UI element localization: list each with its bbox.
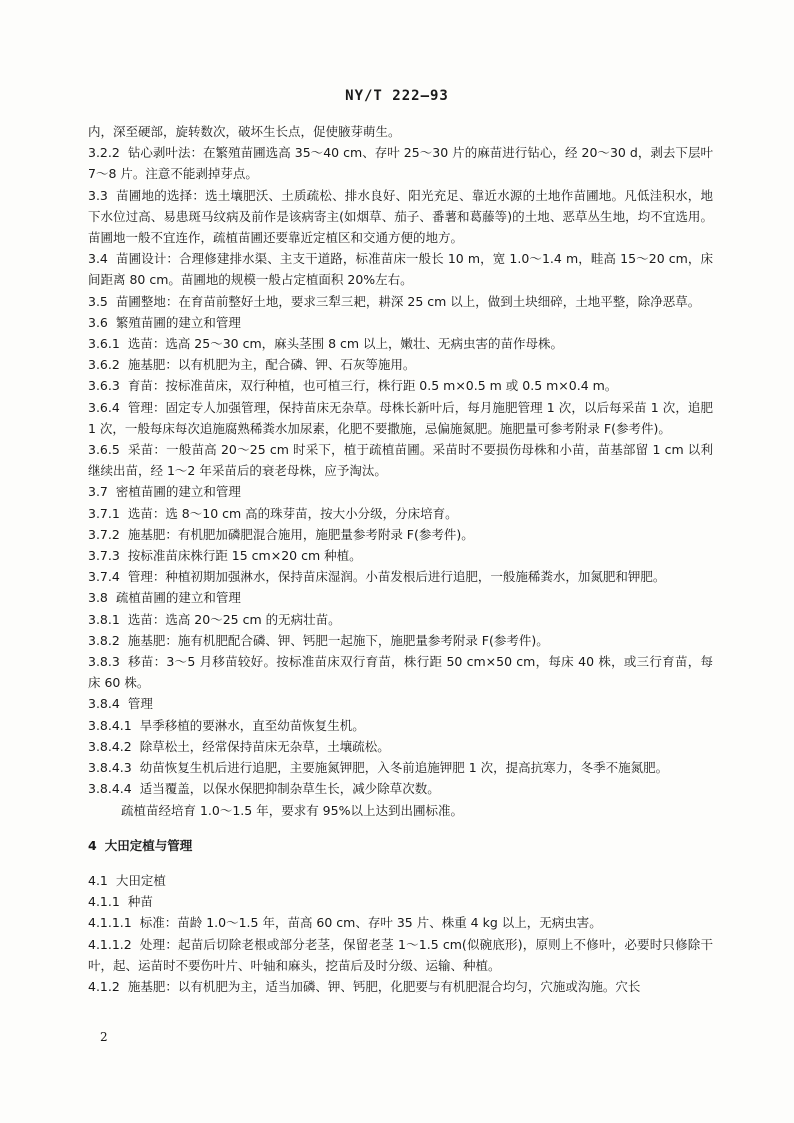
paragraph-text: 大田定植 (115, 872, 166, 888)
paragraph (88, 545, 713, 566)
paragraph-text: 幼苗恢复生机后进行追肥，主要施氮钾肥，入冬前追施钾肥 1 次，提高抗寒力，冬季不施氮肥。 (139, 760, 669, 776)
section-number: 3.8.4.4 (88, 781, 132, 797)
section-number: 3.8.4.2 (88, 738, 132, 754)
section-number: 3.8.4.1 (88, 717, 132, 733)
paragraph-text: 管理：种植初期加强淋水，保持苗床湿润。小苗发根后进行追肥，一般施稀粪水，加氮肥和钾肥。 (127, 569, 666, 585)
section-number: 3.3 (88, 187, 108, 203)
paragraph-text: 大田定植与管理 (104, 837, 193, 853)
paragraph (88, 651, 713, 693)
paragraph-text: 选苗：选高 25～30 cm，麻头茎围 8 cm 以上，嫩壮、无病虫害的苗作母株。 (127, 336, 564, 352)
section-number: 3.8.3 (88, 654, 120, 670)
paragraph (88, 185, 713, 249)
section-number: 3.2.2 (88, 145, 120, 161)
paragraph (88, 778, 713, 799)
paragraph (88, 354, 713, 375)
paragraph (88, 870, 713, 891)
paragraph (88, 121, 713, 142)
paragraph (88, 587, 713, 608)
paragraph-text: 育苗：按标准苗床，双行种植，也可植三行，株行距 0.5 m×0.5 m 或 0.5 m×0.4 m。 (127, 378, 618, 394)
section-number: 4 (88, 837, 97, 853)
paragraph (88, 439, 713, 481)
paragraph-text: 处理：起苗后切除老根或部分老茎，保留老茎 1～1.5 cm(似碗底形)，原则上不修叶，必要时只修除干叶，起、运苗时不要伤叶片、叶轴和麻头，挖苗后及时分级、运输、种植。 (88, 936, 713, 973)
paragraph-text: 施基肥：施有机肥配合磷、钾、钙肥一起施下，施肥量参考附录 F(参考件)。 (127, 632, 549, 648)
paragraph-text: 按标准苗床株行距 15 cm×20 cm 种植。 (127, 548, 362, 564)
paragraph (88, 503, 713, 524)
paragraph-text: 移苗：3～5 月移苗较好。按标准苗床双行育苗，株行距 50 cm×50 cm，每床 40 株，或三行育苗，每床 60 株。 (88, 654, 713, 691)
section-number: 3.8.4 (88, 696, 120, 712)
paragraph-text: 种苗 (127, 894, 153, 910)
paragraph-text: 适当覆盖，以保水保肥抑制杂草生长，减少除草次数。 (139, 781, 440, 797)
paragraph-text: 钻心剥叶法：在繁殖苗圃选高 35～40 cm、存叶 25～30 片的麻苗进行钻心，经 20～30 d，剥去下层叶 7～8 片。注意不能剥掉芽点。 (88, 145, 713, 182)
paragraph-text: 密植苗圃的建立和管理 (115, 484, 241, 500)
section-number: 3.8.4.3 (88, 760, 132, 776)
paragraph-text: 旱季移植的要淋水，直至幼苗恢复生机。 (139, 717, 365, 733)
paragraph (88, 481, 713, 502)
paragraph-text: 苗圃设计：合理修建排水渠、主支干道路，标准苗床一般长 10 m，宽 1.0～1.4 m，畦高 15～20 cm，床间距离 80 cm。苗圃地的规模一般占定植面积 20%左右。 (88, 251, 713, 288)
section-number: 3.4 (88, 251, 108, 267)
section-number: 3.6.1 (88, 336, 120, 352)
section-number: 3.8.2 (88, 632, 120, 648)
paragraph (88, 248, 713, 290)
paragraph (88, 142, 713, 184)
section-number: 3.7.2 (88, 526, 120, 542)
paragraph (88, 375, 713, 396)
section-number: 3.7.1 (88, 505, 120, 521)
paragraph (88, 291, 713, 312)
section-number: 3.7.3 (88, 548, 120, 564)
paragraph-text: 内，深至硬部，旋转数次，破坏生长点，促使腋芽萌生。 (88, 124, 401, 139)
paragraph-text: 疏植苗经培育 1.0～1.5 年，要求有 95%以上达到出圃标准。 (121, 802, 463, 818)
section-number: 3.7 (88, 484, 108, 500)
section-number: 3.6 (88, 314, 108, 330)
paragraph-text: 苗圃整地：在育苗前整好土地，要求三犁三耙，耕深 25 cm 以上，做到土块细碎，土地平整，除净恶草。 (115, 293, 701, 309)
paragraph (88, 693, 713, 714)
section-number: 3.6.2 (88, 357, 120, 373)
document-body (88, 121, 713, 997)
section-number: 4.1.2 (88, 978, 120, 994)
paragraph (88, 934, 713, 976)
section-number: 4.1.1.2 (88, 936, 132, 952)
section-number: 3.5 (88, 293, 108, 309)
section-number: 3.6.5 (88, 442, 120, 458)
paragraph (88, 891, 713, 912)
paragraph-text: 施基肥：有机肥加磷肥混合施用，施肥量参考附录 F(参考件)。 (127, 526, 474, 542)
paragraph-text: 疏植苗圃的建立和管理 (115, 590, 241, 606)
paragraph-text: 选苗：选高 20～25 cm 的无病壮苗。 (127, 611, 341, 627)
paragraph-text: 施基肥：以有机肥为主，配合磷、钾、石灰等施用。 (127, 357, 416, 373)
paragraph (88, 757, 713, 778)
paragraph (88, 912, 713, 933)
paragraph-text: 除草松土，经常保持苗床无杂草，土壤疏松。 (139, 738, 390, 754)
paragraph (88, 524, 713, 545)
section-number: 4.1.1.1 (88, 915, 132, 931)
paragraph (88, 566, 713, 587)
section-number: 3.8 (88, 590, 108, 606)
paragraph-text: 繁殖苗圃的建立和管理 (115, 314, 241, 330)
section-number: 3.8.1 (88, 611, 120, 627)
paragraph (88, 976, 713, 997)
standard-code-header: NY/T 222—93 (345, 88, 449, 104)
paragraph-text: 苗圃地的选择：选土壤肥沃、土质疏松、排水良好、阳光充足、靠近水源的土地作苗圃地。凡低洼积水，地下水位过高、易患斑马纹病及前作是该病寄主(如烟草、茄子、番薯和葛藤等)的土地、恶草丛生地，均不宜选用。苗圃地一般不宜连作，疏植苗圃还要靠近定植区和交通方便的地方。 (88, 187, 713, 246)
section-number: 4.1 (88, 872, 108, 888)
section-number: 4.1.1 (88, 894, 120, 910)
paragraph (88, 800, 713, 821)
paragraph (88, 609, 713, 630)
paragraph (88, 397, 713, 439)
paragraph-text: 管理：固定专人加强管理，保持苗床无杂草。母株长新叶后，每月施肥管理 1 次，以后每采苗 1 次，追肥 1 次，一般每床每次追施腐熟稀粪水加尿素，化肥不要撒施，忌偏施氮肥。施肥量可参考附录 F(参考件)。 (88, 399, 713, 436)
paragraph (88, 736, 713, 757)
paragraph-text: 管理 (127, 696, 153, 712)
chapter-heading (88, 835, 713, 856)
paragraph-text: 施基肥：以有机肥为主，适当加磷、钾、钙肥，化肥要与有机肥混合均匀，穴施或沟施。穴长 (127, 978, 641, 994)
paragraph (88, 333, 713, 354)
section-number: 3.7.4 (88, 569, 120, 585)
paragraph (88, 715, 713, 736)
section-number: 3.6.4 (88, 399, 120, 415)
paragraph-text: 标准：苗龄 1.0～1.5 年，苗高 60 cm、存叶 35 片、株重 4 kg 以上，无病虫害。 (139, 915, 602, 931)
paragraph-text: 选苗：选 8～10 cm 高的珠芽苗，按大小分级，分床培育。 (127, 505, 458, 521)
page-number: 2 (100, 1030, 108, 1044)
section-number: 3.6.3 (88, 378, 120, 394)
paragraph (88, 630, 713, 651)
paragraph (88, 312, 713, 333)
paragraph-text: 采苗：一般苗高 20～25 cm 时采下，植于疏植苗圃。采苗时不要损伤母株和小苗，苗基部留 1 cm 以利继续出苗，经 1～2 年采苗后的衰老母株，应予淘汰。 (88, 442, 713, 479)
